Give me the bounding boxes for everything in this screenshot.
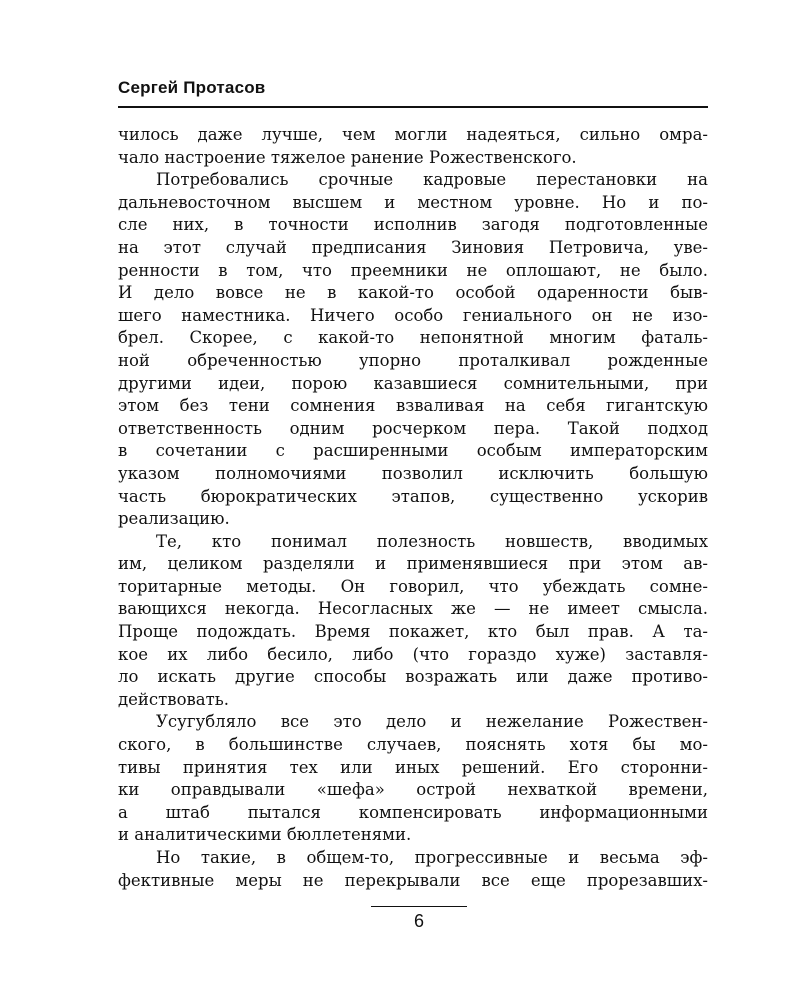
text-line: Потребовались срочные кадровые перестановки на [156, 170, 708, 190]
text-line: действовать. [118, 689, 229, 709]
text-line: им, целиком разделяли и применявшиеся при этом ав- [118, 554, 708, 574]
text-line: вающихся некогда. Несогласных же — не имеет смысла. [118, 599, 708, 619]
text-line: торитарные методы. Он говорил, что убеждать сомне- [118, 576, 708, 596]
text-line: этом без тени сомнения взваливая на себя гигантскую [118, 396, 708, 416]
text-line: чало настроение тяжелое ранение Рожественского. [118, 147, 577, 167]
text-line: в сочетании с расширенными особым императорским [118, 441, 708, 461]
text-line: ского, в большинстве случаев, пояснять хотя бы мо- [118, 735, 708, 755]
text-line: И дело вовсе не в какой-то особой одаренности быв- [118, 283, 708, 303]
text-line: реализацию. [118, 509, 230, 529]
text-line: часть бюрократических этапов, существенно ускорив [118, 486, 708, 506]
text-line: шего наместника. Ничего особо гениального он не изо- [118, 305, 708, 325]
text-line: и аналитическими бюллетенями. [118, 825, 412, 845]
text-line: Те, кто понимал полезность новшеств, вводимых [156, 531, 708, 551]
text-line: другими идеи, порою казавшиеся сомнительными, при [118, 373, 708, 393]
text-line: фективные меры не перекрывали все еще прорезавших- [118, 870, 708, 890]
text-line: ной обреченностью упорно проталкивал рожденные [118, 350, 708, 370]
author-name: Сергей Протасов [118, 78, 266, 97]
text-line: сле них, в точности исполнив загодя подготовленные [118, 215, 708, 235]
body-text [118, 124, 708, 892]
text-line: тивы принятия тех или иных решений. Его сторонни- [118, 757, 708, 777]
text-line: дальневосточном высшем и местном уровне. Но и по- [118, 192, 708, 212]
footer-rule [371, 906, 467, 907]
text-line: брел. Скорее, с какой-то непонятной многим фаталь- [118, 328, 708, 348]
text-line: на этот случай предписания Зиновия Петровича, уве- [118, 237, 708, 257]
text-line: Проще подождать. Время покажет, кто был прав. А та- [118, 622, 708, 642]
page-number: 6 [413, 911, 424, 931]
text-line: Усугубляло все это дело и нежелание Рожествен- [156, 712, 708, 732]
text-line: ло искать другие способы возражать или даже противо- [118, 667, 708, 687]
text-line: Но такие, в общем-то, прогрессивные и весьма эф- [156, 848, 708, 867]
running-header [118, 74, 708, 108]
text-line: ки оправдывали «шефа» острой нехваткой времени, [118, 780, 708, 800]
text-line: указом полномочиями позволил исключить большую [118, 463, 708, 483]
text-line: а штаб пытался компенсировать информационными [118, 802, 708, 822]
text-line: кое их либо бесило, либо (что гораздо хуже) заставля- [118, 644, 708, 664]
text-line: чилось даже лучше, чем могли надеяться, сильно омра- [118, 125, 708, 144]
text-line: ренности в том, что преемники не оплошают, не было. [118, 260, 708, 280]
text-line: ответственность одним росчерком пера. Такой подход [118, 418, 708, 438]
